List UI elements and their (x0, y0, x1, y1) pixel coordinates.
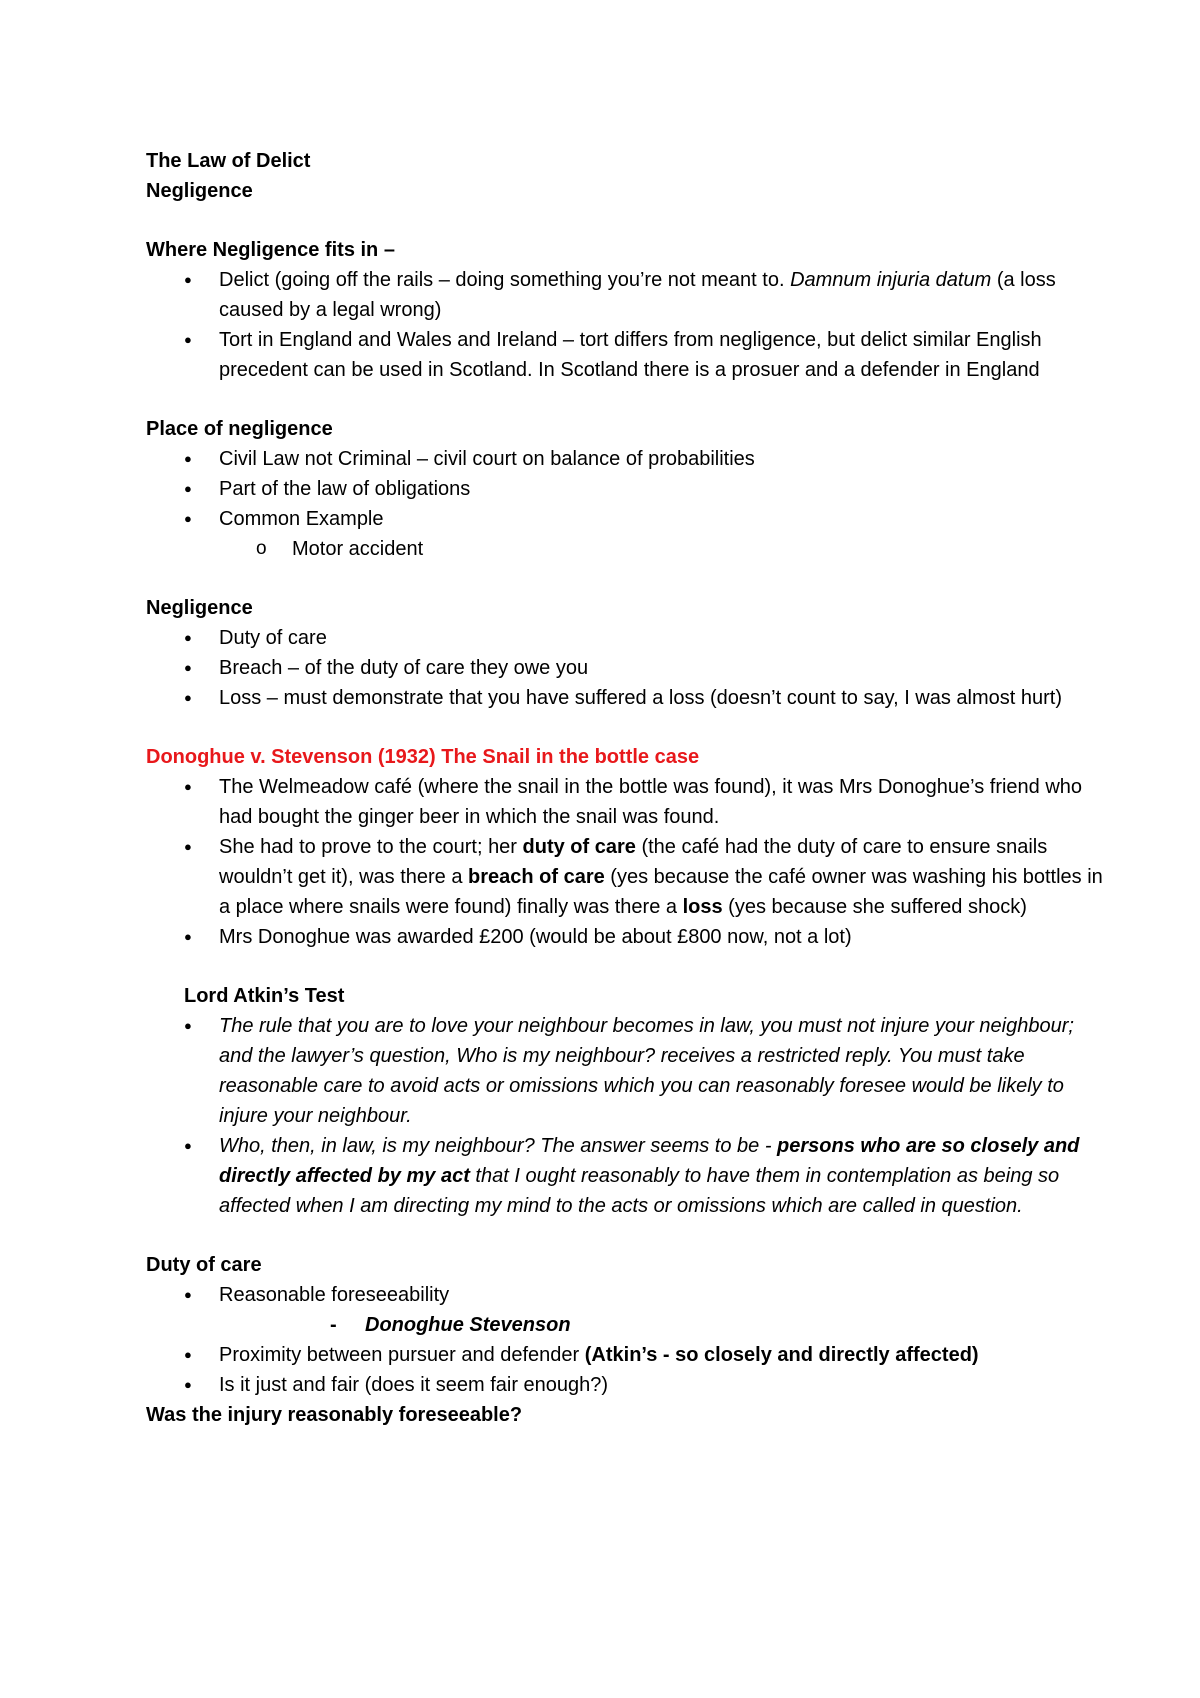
emphasis: persons who are so closely and directly affected by my act (219, 1135, 1080, 1187)
list-item: ● Mrs Donoghue was awarded £200 (would be about £800 now, not a lot) (146, 922, 1106, 952)
text-run: Who, then, in law, is my neighbour? The answer seems to be - (219, 1135, 778, 1157)
where-list (146, 265, 1106, 385)
list-item: ● Tort in England and Wales and Ireland – tort differs from negligence, but delict similar English precedent can be used in Scotland. In Scotland there is a prosuer and a defender in England (146, 325, 1106, 385)
list-item: ● Duty of care (146, 623, 1106, 653)
list-item: ● Civil Law not Criminal – civil court on balance of probabilities (146, 444, 1106, 474)
atkin-list (146, 1011, 1106, 1221)
section-heading-where: Where Negligence fits in – (146, 239, 395, 261)
list-item (146, 832, 1106, 922)
place-list (146, 444, 1106, 534)
sub-list-item: - Donoghue Stevenson (146, 1310, 1080, 1340)
section-heading-negligence: Negligence (146, 597, 253, 619)
spacer (146, 1221, 1080, 1250)
list-item: ● Loss – must demonstrate that you have suffered a loss (doesn’t count to say, I was almost hurt) (146, 683, 1106, 713)
list-item: ● Reasonable foreseeability (146, 1280, 1106, 1310)
text-run: (the café had the duty of care to ensure snails wouldn’t get it), was there a (219, 836, 1048, 888)
spacer (146, 952, 1080, 981)
list-item (146, 1131, 1106, 1221)
list-item: ● Breach – of the duty of care they owe you (146, 653, 1106, 683)
duty-list (146, 1280, 1106, 1310)
section-heading-atkin: Lord Atkin’s Test (184, 985, 345, 1007)
list-item: ● Part of the law of obligations (146, 474, 1106, 504)
closing-question: Was the injury reasonably foreseeable? (146, 1404, 523, 1426)
list-item: ● The Welmeadow café (where the snail in the bottle was found), it was Mrs Donoghue’s friend who had bought the ginger beer in which the snail was found. (146, 772, 1106, 832)
emphasis: (Atkin’s - so closely and directly affected) (584, 1344, 979, 1366)
text-run: (yes because the café owner was washing his bottles in a place where snails were found) finally was there a (219, 866, 1103, 918)
text-run: Proximity between pursuer and defender (219, 1344, 585, 1366)
section-heading-place: Place of negligence (146, 418, 333, 440)
spacer (146, 713, 1080, 742)
latin-phrase: Damnum injuria datum (790, 269, 992, 291)
list-item (146, 265, 1106, 325)
document-subtitle: Negligence (146, 180, 253, 202)
text-run: She had to prove to the court; her (219, 836, 523, 858)
sub-list-item: o Motor accident (146, 534, 1080, 564)
emphasis: loss (682, 896, 723, 918)
duty-list-continued (146, 1340, 1106, 1400)
text-run: (a loss caused by a legal wrong) (219, 269, 1056, 321)
emphasis: breach of care (468, 866, 605, 888)
spacer (146, 206, 1080, 235)
emphasis: duty of care (522, 836, 636, 858)
text-run: that I ought reasonably to have them in contemplation as being so affected when I am directing my mind to the acts or omissions which are called in question. (219, 1165, 1060, 1217)
section-heading-duty: Duty of care (146, 1254, 262, 1276)
list-item: ● Common Example (146, 504, 1106, 534)
text-run: (yes because she suffered shock) (722, 896, 1027, 918)
list-item: ● The rule that you are to love your neighbour becomes in law, you must not injure your neighbour; and the lawyer’s question, Who is my neighbour? receives a restricted reply. You must take reasonable care to avoid acts or omissions which you can reasonably foresee would be likely to injure your neighbour. (146, 1011, 1106, 1131)
duty-sub-list (146, 1310, 1080, 1340)
negligence-list (146, 623, 1106, 713)
case-heading-donoghue: Donoghue v. Stevenson (1932) The Snail in the bottle case (146, 746, 700, 768)
list-item (146, 1340, 1106, 1370)
spacer (146, 564, 1080, 593)
place-sub-list (146, 534, 1080, 564)
list-item: ● Is it just and fair (does it seem fair enough?) (146, 1370, 1106, 1400)
text-run: Delict (going off the rails – doing something you’re not meant to. (219, 269, 791, 291)
donoghue-list (146, 772, 1106, 952)
spacer (146, 385, 1080, 414)
document-title: The Law of Delict (146, 150, 311, 172)
